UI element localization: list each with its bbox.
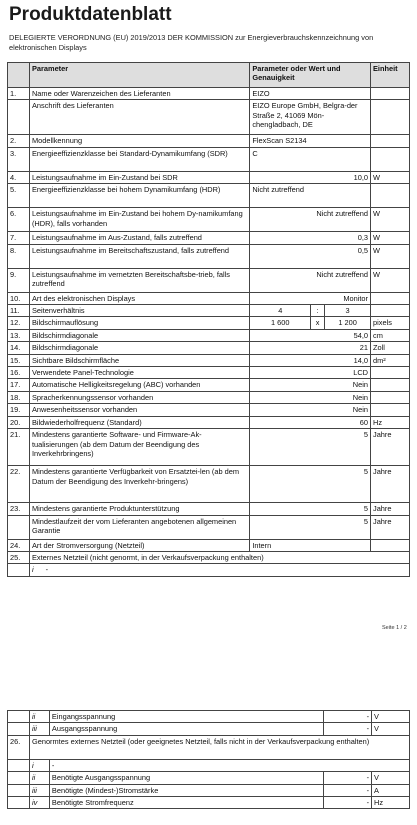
- row-value: EIZO Europe GmbH, Belgra-der Straße 2, 41069 Mön-chengladbach, DE: [250, 100, 371, 135]
- subrow-parameter: -: [45, 565, 49, 575]
- row-value: Monitor: [250, 292, 371, 304]
- row-parameter: Bildschirmauflösung: [29, 317, 249, 329]
- row-number: 25.: [8, 551, 30, 563]
- row-value: -: [324, 797, 372, 809]
- row-number: 18.: [8, 391, 30, 403]
- row-parameter: Mindestens garantierte Verfügbarkeit von Ersatztei-len (ab dem Datum der Beendigung des Inverkehr-bringens): [29, 466, 249, 503]
- row-unit: Hz: [371, 416, 410, 428]
- resolution-separator: x: [311, 317, 325, 329]
- row-parameter: Benötigte Ausgangsspannung: [49, 772, 323, 784]
- row-unit: [371, 147, 410, 171]
- row-value: Nicht zutreffend: [250, 208, 371, 232]
- row-unit: dm²: [371, 354, 410, 366]
- row-parameter: Bildwiederholfrequenz (Standard): [29, 416, 249, 428]
- row-unit: cm: [371, 329, 410, 341]
- row-value: Nicht zutreffend: [250, 184, 371, 208]
- row-value: Intern: [250, 539, 371, 551]
- row-unit: [371, 135, 410, 147]
- row-unit: [371, 292, 410, 304]
- header-num: [8, 63, 30, 88]
- row-number: [8, 784, 30, 796]
- row-parameter: Name oder Warenzeichen des Lieferanten: [29, 88, 249, 100]
- row-number: 9.: [8, 268, 30, 292]
- row-unit: Jahre: [371, 466, 410, 503]
- header-parameter: Parameter: [29, 63, 249, 88]
- datasheet-table: [7, 62, 410, 577]
- row-number: 13.: [8, 329, 30, 341]
- row-value: FlexScan S2134: [250, 135, 371, 147]
- row-number: [8, 564, 30, 576]
- row-unit: [371, 305, 410, 317]
- page-title: Produktdatenblatt: [9, 4, 172, 25]
- row-unit: V: [372, 711, 410, 723]
- row-unit: V: [372, 723, 410, 735]
- row-parameter: Benötigte Stromfrequenz: [49, 797, 323, 809]
- row-parameter: Leistungsaufnahme im Ein-Zustand bei SDR: [29, 171, 249, 183]
- row-number: 10.: [8, 292, 30, 304]
- row-number: [8, 797, 30, 809]
- row-number: [8, 723, 30, 735]
- row-value: 54,0: [250, 329, 371, 341]
- row-parameter: Energieeffizienzklasse bei Standard-Dynamikumfang (SDR): [29, 147, 249, 171]
- row-unit: V: [372, 772, 410, 784]
- row-unit: [371, 379, 410, 391]
- row-number: 15.: [8, 354, 30, 366]
- row-number: 2.: [8, 135, 30, 147]
- row-number: 1.: [8, 88, 30, 100]
- resolution-width: 1 600: [250, 317, 311, 329]
- row-parameter: Anschrift des Lieferanten: [29, 100, 249, 135]
- row-number: 22.: [8, 466, 30, 503]
- row-value: Nein: [250, 379, 371, 391]
- row-number: 20.: [8, 416, 30, 428]
- row-parameter: Leistungsaufnahme im vernetzten Bereitschaftsbe-trieb, falls zutreffend: [29, 268, 249, 292]
- subrow-index: iv: [29, 797, 49, 809]
- row-value: 0,3: [250, 232, 371, 244]
- row-value: 21: [250, 342, 371, 354]
- row-number: 12.: [8, 317, 30, 329]
- row-parameter: Spracherkennungssensor vorhanden: [29, 391, 249, 403]
- row-parameter: Art des elektronischen Displays: [29, 292, 249, 304]
- aspect-height: 3: [325, 305, 371, 317]
- row-number: 7.: [8, 232, 30, 244]
- row-unit: W: [371, 208, 410, 232]
- row-unit: W: [371, 268, 410, 292]
- row-parameter: Leistungsaufnahme im Ein-Zustand bei hohem Dy-namikumfang (HDR), falls vorhanden: [29, 208, 249, 232]
- aspect-width: 4: [250, 305, 311, 317]
- row-unit: [371, 391, 410, 403]
- resolution-height: 1 200: [325, 317, 371, 329]
- row-number: [8, 711, 30, 723]
- row-number: 23.: [8, 503, 30, 515]
- row-parameter: Energieeffizienzklasse bei hohem Dynamikumfang (HDR): [29, 184, 249, 208]
- row-unit: Zoll: [371, 342, 410, 354]
- row-unit: W: [371, 232, 410, 244]
- row-value: C: [250, 147, 371, 171]
- row-number: 11.: [8, 305, 30, 317]
- row-value: -: [324, 711, 372, 723]
- row-value: LCD: [250, 367, 371, 379]
- row-unit: [371, 404, 410, 416]
- row-unit: Hz: [372, 797, 410, 809]
- row-value: Nicht zutreffend: [250, 268, 371, 292]
- row-parameter: Eingangsspannung: [49, 711, 323, 723]
- row-parameter: Sichtbare Bildschirmfläche: [29, 354, 249, 366]
- row-parameter: Verwendete Panel-Technologie: [29, 367, 249, 379]
- subrow: [29, 564, 409, 576]
- row-unit: Jahre: [371, 515, 410, 539]
- row-number: [8, 515, 30, 539]
- row-value: 5: [250, 503, 371, 515]
- row-value: Nein: [250, 391, 371, 403]
- row-value: 60: [250, 416, 371, 428]
- row-unit: Jahre: [371, 429, 410, 466]
- row-number: 5.: [8, 184, 30, 208]
- row-unit: W: [371, 244, 410, 268]
- row-number: 21.: [8, 429, 30, 466]
- subrow-index: iii: [29, 723, 49, 735]
- row-parameter: Ausgangsspannung: [49, 723, 323, 735]
- row-value: 14,0: [250, 354, 371, 366]
- row-number: [8, 772, 30, 784]
- row-parameter: Bildschirmdiagonale: [29, 342, 249, 354]
- row-unit: pixels: [371, 317, 410, 329]
- row-value: -: [324, 723, 372, 735]
- row-number: 24.: [8, 539, 30, 551]
- row-value: Nein: [250, 404, 371, 416]
- subrow-index: iii: [29, 784, 49, 796]
- row-number: 17.: [8, 379, 30, 391]
- row-parameter: Benötigte (Mindest-)Stromstärke: [49, 784, 323, 796]
- row-value: 10,0: [250, 171, 371, 183]
- row-value: 5: [250, 466, 371, 503]
- subrow-index: ii: [29, 772, 49, 784]
- row-number: [8, 100, 30, 135]
- row-parameter: Leistungsaufnahme im Aus-Zustand, falls zutreffend: [29, 232, 249, 244]
- row-value: EIZO: [250, 88, 371, 100]
- row-unit: [371, 367, 410, 379]
- row-parameter: Seitenverhältnis: [29, 305, 249, 317]
- row-number: 16.: [8, 367, 30, 379]
- header-unit: Einheit: [371, 63, 410, 88]
- row-unit: [371, 100, 410, 135]
- row-parameter: Genormtes externes Netzteil (oder geeignetes Netzteil, falls nicht in der Verkaufsverpackung enthalten): [29, 735, 409, 759]
- row-parameter: Leistungsaufnahme im Bereitschaftszustand, falls zutreffend: [29, 244, 249, 268]
- row-value: 0,5: [250, 244, 371, 268]
- row-parameter: Anwesenheitssensor vorhanden: [29, 404, 249, 416]
- row-unit: Jahre: [371, 503, 410, 515]
- datasheet-table-page2: [7, 710, 410, 809]
- row-number: 6.: [8, 208, 30, 232]
- row-number: 3.: [8, 147, 30, 171]
- row-parameter: -: [49, 759, 409, 771]
- row-parameter: Mindestens garantierte Produktunterstützung: [29, 503, 249, 515]
- row-unit: [371, 88, 410, 100]
- regulation-intro: DELEGIERTE VERORDNUNG (EU) 2019/2013 DER KOMMISSION zur Energieverbrauchskennzeichnung von elektronischen Displays: [9, 33, 374, 52]
- row-number: 19.: [8, 404, 30, 416]
- row-value: 5: [250, 515, 371, 539]
- row-parameter: Art der Stromversorgung (Netzteil): [29, 539, 249, 551]
- row-number: 8.: [8, 244, 30, 268]
- row-value: -: [324, 784, 372, 796]
- row-parameter: Externes Netzteil (nicht genormt, in der Verkaufsverpackung enthalten): [29, 551, 409, 563]
- row-parameter: Mindestens garantierte Software- und Firmware-Ak-tualisierungen (ab dem Datum der Beendigung des Inverkehrbringens): [29, 429, 249, 466]
- row-number: 4.: [8, 171, 30, 183]
- row-unit: [371, 539, 410, 551]
- row-value: 5: [250, 429, 371, 466]
- row-parameter: Bildschirmdiagonale: [29, 329, 249, 341]
- row-number: 26.: [8, 735, 30, 759]
- subrow-index: i: [29, 759, 49, 771]
- subrow-index: ii: [29, 711, 49, 723]
- row-parameter: Mindestlaufzeit der vom Lieferanten angebotenen allgemeinen Garantie: [29, 515, 249, 539]
- header-value: Parameter oder Wert und Genauigkeit: [250, 63, 371, 88]
- aspect-separator: :: [311, 305, 325, 317]
- row-parameter: Modellkennung: [29, 135, 249, 147]
- page-number: Seite 1 / 2: [382, 625, 407, 631]
- row-unit: [371, 184, 410, 208]
- row-parameter: Automatische Helligkeitsregelung (ABC) vorhanden: [29, 379, 249, 391]
- row-value: -: [324, 772, 372, 784]
- row-unit: A: [372, 784, 410, 796]
- subrow-index: i: [31, 565, 34, 575]
- row-number: [8, 759, 30, 771]
- row-unit: W: [371, 171, 410, 183]
- row-number: 14.: [8, 342, 30, 354]
